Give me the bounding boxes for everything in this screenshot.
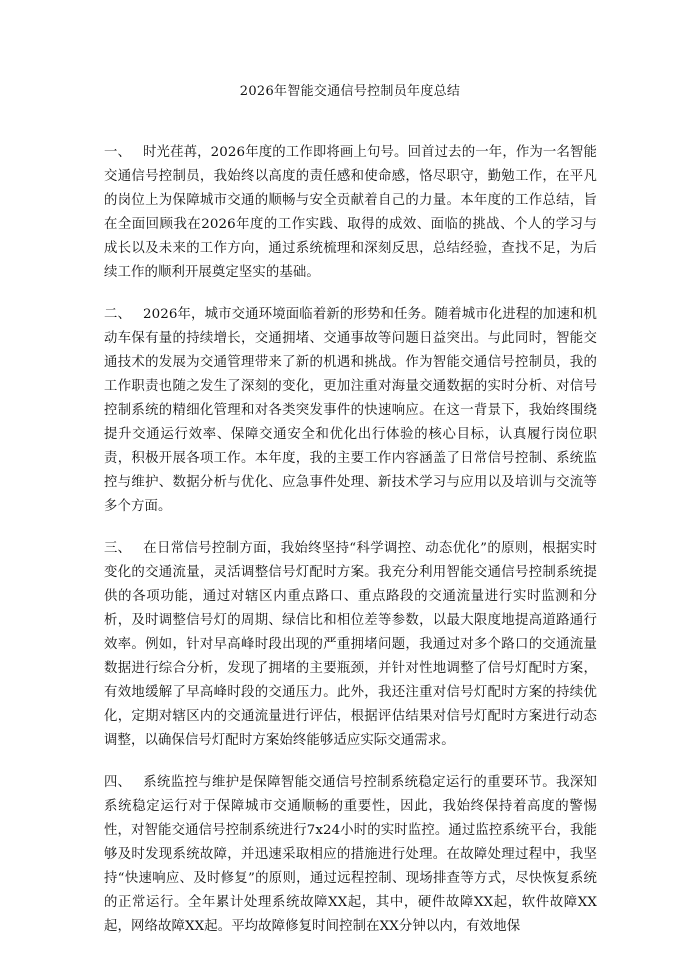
paragraph-4 <box>104 771 597 939</box>
paragraph-text: 在日常信号控制方面，我始终坚持“科学调控、动态优化”的原则，根据实时变化的交通流量，灵活调整信号灯配时方案。我充分利用智能交通信号控制系统提供的各项功能，通过对辖区内重点路口、重点路段的交通流量进行实时监测和分析，及时调整信号灯的周期、绿信比和相位差等参数，以最大限度地提高道路通行效率。例如，针对早高峰时段出现的严重拥堵问题，我通过对多个路口的交通流量数据进行综合分析，发现了拥堵的主要瓶颈，并针对性地调整了信号灯配时方案，有效地缓解了早高峰时段的交通压力。此外，我还注重对信号灯配时方案的持续优化，定期对辖区内的交通流量进行评估，根据评估结果对信号灯配时方案进行动态调整，以确保信号灯配时方案始终能够适应实际交通需求。 <box>104 541 597 748</box>
paragraph-text: 时光荏苒，2026年度的工作即将画上句号。回首过去的一年，作为一名智能交通信号控制员，我始终以高度的责任感和使命感，恪尽职守，勤勉工作，在平凡的岗位上为保障城市交通的顺畅与安全贡献着自己的力量。本年度的工作总结，旨在全面回顾我在2026年度的工作实践、取得的成效、面临的挑战、个人的学习与成长以及未来的工作方向，通过系统梳理和深刻反思，总结经验，查找不足，为后续工作的顺利开展奠定坚实的基础。 <box>104 145 597 280</box>
document-title: 2026年智能交通信号控制员年度总结 <box>239 84 461 99</box>
section-marker: 二、 <box>104 307 131 322</box>
paragraph-text: 2026年，城市交通环境面临着新的形势和任务。随着城市化进程的加速和机动车保有量的持续增长，交通拥堵、交通事故等问题日益突出。与此同时，智能交通技术的发展为交通管理带来了新的机遇和挑战。作为智能交通信号控制员，我的工作职责也随之发生了深刻的变化，更加注重对海量交通数据的实时分析、对信号控制系统的精细化管理和对各类突发事件的快速响应。在这一背景下，我始终围绕提升交通运行效率、保障交通安全和优化出行体验的核心目标，认真履行岗位职责，积极开展各项工作。本年度，我的主要工作内容涵盖了日常信号控制、系统监控与维护、数据分析与优化、应急事件处理、新技术学习与应用以及培训与交流等多个方面。 <box>104 307 597 514</box>
document-body <box>104 141 597 957</box>
section-marker: 四、 <box>104 775 131 790</box>
paragraph-1 <box>104 141 597 285</box>
paragraph-3 <box>104 537 597 753</box>
section-marker: 一、 <box>104 145 131 160</box>
paragraph-text: 系统监控与维护是保障智能交通信号控制系统稳定运行的重要环节。我深知系统稳定运行对于保障城市交通顺畅的重要性，因此，我始终保持着高度的警惕性，对智能交通信号控制系统进行7x24小时的实时监控。通过监控系统平台，我能够及时发现系统故障，并迅速采取相应的措施进行处理。在故障处理过程中，我坚持“快速响应、及时修复”的原则，通过远程控制、现场排查等方式，尽快恢复系统的正常运行。全年累计处理系统故障XX起，其中，硬件故障XX起，软件故障XX起，网络故障XX起。平均故障修复时间控制在XX分钟以内，有效地保 <box>104 775 597 934</box>
section-marker: 三、 <box>104 541 131 556</box>
paragraph-2 <box>104 303 597 519</box>
